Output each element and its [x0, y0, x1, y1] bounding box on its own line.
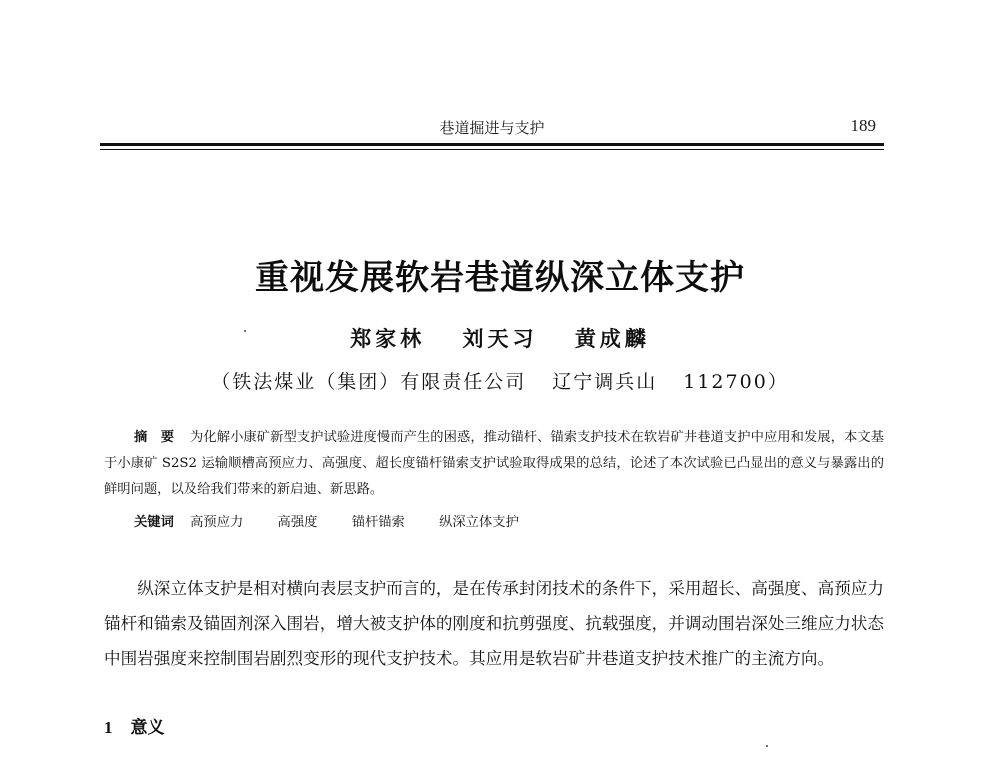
keyword: 高强度 — [277, 515, 318, 530]
abstract-text: 为化解小康矿新型支护试验进度慢而产生的困惑，推动锚杆、锚索支护技术在软岩矿井巷道支护中应用和发展，本文基于小康矿 S2S2 运输顺槽高预应力、高强度、超长度锚杆锚索支护试验取得成果的总结，论述了本次试验已凸显出的意义与暴露出的鲜明问题，以及给我们带来的新启迪、新思路。 — [104, 430, 885, 497]
affiliation-postcode: 112700） — [683, 371, 789, 393]
abstract — [104, 425, 884, 503]
keyword: 锚杆锚索 — [351, 515, 405, 530]
running-header — [100, 112, 884, 142]
keywords — [134, 511, 884, 530]
author-list — [0, 323, 1000, 353]
affiliation-place: 辽宁调兵山 — [552, 371, 658, 393]
scan-speck — [766, 745, 768, 747]
article-title: 重视发展软岩巷道纵深立体支护 — [255, 258, 745, 298]
body-paragraph: 纵深立体支护是相对横向表层支护而言的，是在传承封闭技术的条件下，采用超长、高强度、高预应力锚杆和锚索及锚固剂深入围岩，增大被支护体的刚度和抗剪强度、抗载强度，并调动围岩深处三维应力状态中围岩强度来控制围岩剧烈变形的现代支护技术。其应用是软岩矿井巷道支护技术推广的主流方向。 — [104, 579, 884, 668]
scan-speck — [244, 330, 246, 332]
keyword: 纵深立体支护 — [439, 515, 519, 530]
author-name: 黄成麟 — [574, 326, 650, 351]
author-name: 刘天习 — [462, 326, 538, 351]
header-rule-thin — [100, 149, 884, 150]
keywords-label: 关键词 — [134, 515, 174, 530]
keyword: 高预应力 — [190, 515, 244, 530]
section-number: 1 — [104, 718, 113, 737]
running-header-title: 巷道掘进与支护 — [439, 119, 545, 137]
section-heading — [104, 713, 165, 738]
author-name: 郑家林 — [350, 326, 426, 351]
header-rule-thick — [100, 143, 884, 146]
page-number: 189 — [850, 116, 876, 135]
abstract-label: 摘 要 — [134, 430, 175, 445]
affiliation-org: （铁法煤业（集团）有限责任公司 — [211, 371, 527, 393]
section-title: 意义 — [130, 718, 165, 738]
affiliation — [0, 367, 1000, 394]
